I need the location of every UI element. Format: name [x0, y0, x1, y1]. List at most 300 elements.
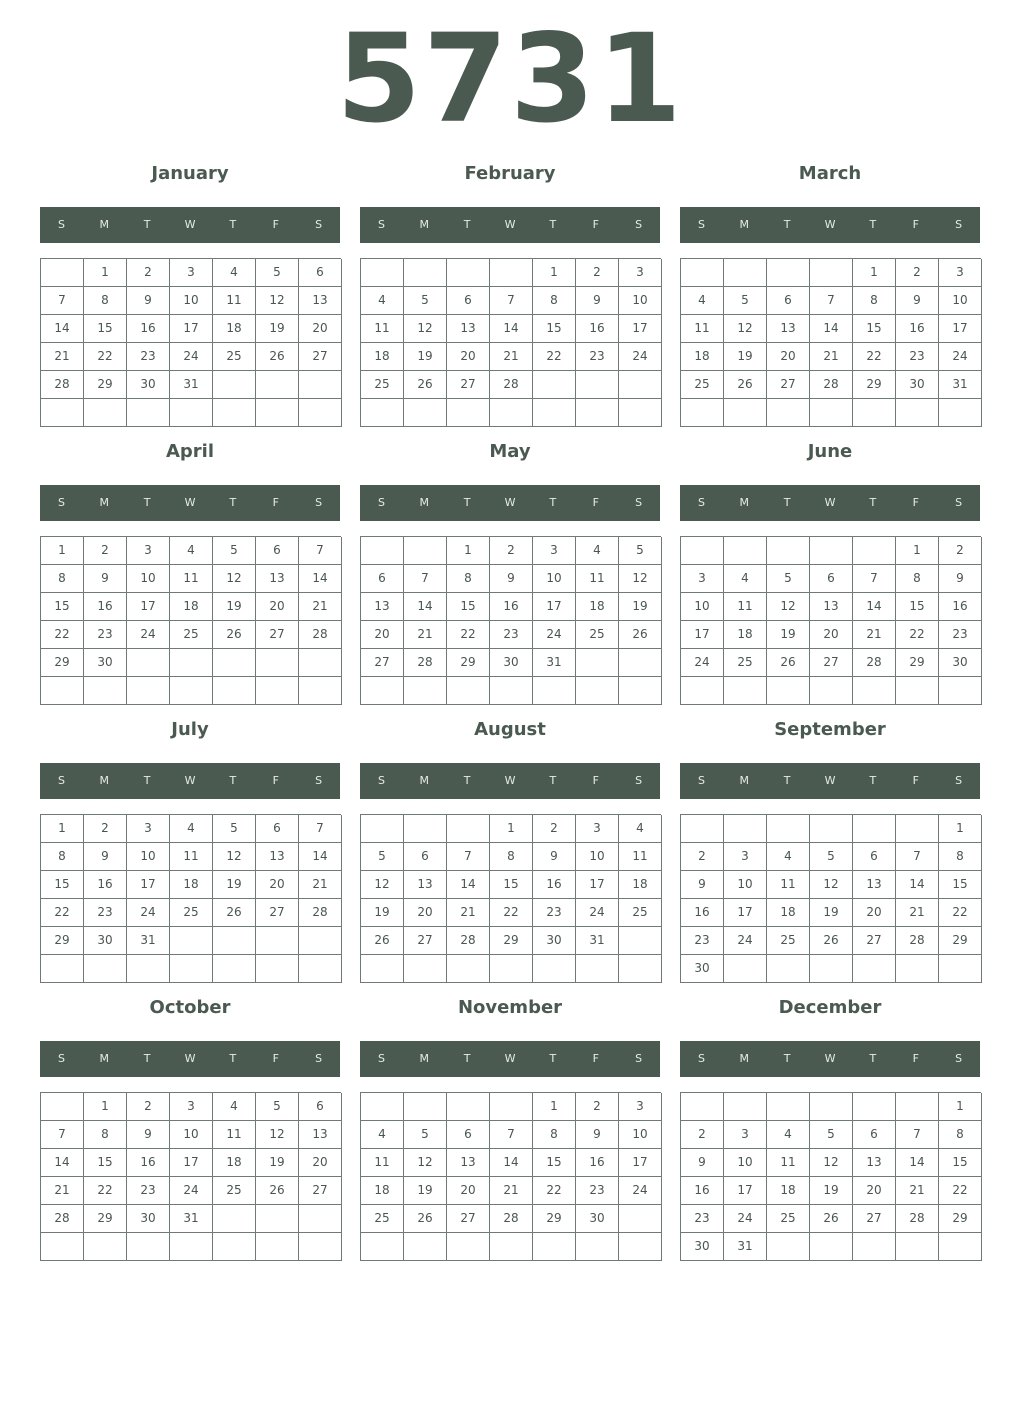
day-cell [619, 1205, 662, 1233]
day-cell: 29 [84, 371, 127, 399]
day-cell [724, 537, 767, 565]
day-cell: 2 [84, 537, 127, 565]
weekday-label: S [57, 496, 65, 509]
day-cell: 22 [533, 343, 576, 371]
day-cell: 10 [939, 287, 982, 315]
day-cell: 25 [681, 371, 724, 399]
day-cell: 1 [84, 259, 127, 287]
day-cell [404, 537, 447, 565]
weekday-header [40, 207, 340, 243]
day-cell: 25 [767, 1205, 810, 1233]
day-cell: 12 [213, 843, 256, 871]
day-cell: 2 [533, 815, 576, 843]
day-cell: 11 [767, 1149, 810, 1177]
day-cell [361, 815, 404, 843]
day-cell: 26 [404, 1205, 447, 1233]
day-cell: 4 [767, 1121, 810, 1149]
day-cell: 6 [447, 287, 490, 315]
day-cell: 5 [404, 287, 447, 315]
day-cell: 16 [84, 593, 127, 621]
day-cell: 27 [404, 927, 447, 955]
day-cell [256, 1205, 299, 1233]
day-cell: 26 [213, 899, 256, 927]
weekday-label: M [99, 218, 110, 231]
day-cell: 16 [490, 593, 533, 621]
day-cell [810, 1233, 853, 1261]
day-cell: 17 [576, 871, 619, 899]
day-cell [681, 815, 724, 843]
day-cell [256, 1233, 299, 1261]
day-cell [256, 927, 299, 955]
day-cell [767, 677, 810, 705]
day-grid [40, 536, 341, 705]
day-cell: 3 [170, 259, 213, 287]
day-cell [84, 399, 127, 427]
day-cell [853, 1093, 896, 1121]
day-cell [170, 649, 213, 677]
day-cell: 14 [447, 871, 490, 899]
day-cell [447, 815, 490, 843]
day-cell: 13 [256, 843, 299, 871]
day-cell: 13 [361, 593, 404, 621]
weekday-label: W [504, 218, 516, 231]
day-cell [404, 399, 447, 427]
day-cell: 21 [896, 899, 939, 927]
day-cell: 20 [853, 899, 896, 927]
weekday-header [360, 1041, 660, 1077]
day-cell: 8 [533, 287, 576, 315]
day-cell: 21 [810, 343, 853, 371]
weekday-label: W [824, 774, 836, 787]
day-cell: 4 [170, 537, 213, 565]
day-cell: 11 [724, 593, 767, 621]
day-cell: 15 [41, 871, 84, 899]
day-cell: 19 [404, 343, 447, 371]
weekday-label: T [869, 774, 877, 787]
day-cell: 25 [213, 1177, 256, 1205]
day-cell [170, 1233, 213, 1261]
month-name: December [778, 997, 882, 1018]
weekday-label: F [592, 218, 599, 231]
day-cell [256, 955, 299, 983]
day-cell: 2 [939, 537, 982, 565]
month-name: July [171, 719, 209, 740]
day-cell [213, 927, 256, 955]
day-cell [853, 399, 896, 427]
weekday-label: M [739, 218, 750, 231]
weekday-label: T [549, 1052, 557, 1065]
day-cell [490, 399, 533, 427]
day-cell: 29 [41, 649, 84, 677]
day-cell: 31 [576, 927, 619, 955]
day-cell: 15 [41, 593, 84, 621]
day-cell: 18 [767, 899, 810, 927]
weekday-label: W [184, 496, 196, 509]
day-cell: 27 [853, 1205, 896, 1233]
day-cell [619, 399, 662, 427]
weekday-label: S [315, 218, 323, 231]
day-cell: 16 [896, 315, 939, 343]
day-cell: 7 [41, 287, 84, 315]
day-cell: 10 [724, 871, 767, 899]
day-cell: 5 [619, 537, 662, 565]
day-cell: 14 [896, 871, 939, 899]
day-cell: 16 [127, 1149, 170, 1177]
weekday-label: W [824, 496, 836, 509]
day-cell: 2 [490, 537, 533, 565]
day-cell [213, 677, 256, 705]
weekday-label: F [592, 1052, 599, 1065]
weekday-label: F [912, 1052, 919, 1065]
day-cell: 14 [490, 315, 533, 343]
day-cell [533, 399, 576, 427]
day-cell [361, 677, 404, 705]
day-cell: 25 [361, 371, 404, 399]
day-cell [84, 955, 127, 983]
day-cell [767, 815, 810, 843]
day-cell: 7 [490, 1121, 533, 1149]
day-cell: 1 [896, 537, 939, 565]
day-cell [447, 1233, 490, 1261]
weekday-label: M [419, 774, 430, 787]
day-cell: 24 [576, 899, 619, 927]
weekday-label: S [955, 774, 963, 787]
day-cell: 24 [681, 649, 724, 677]
day-cell: 1 [490, 815, 533, 843]
day-cell: 27 [810, 649, 853, 677]
day-cell: 30 [681, 955, 724, 983]
day-cell: 24 [533, 621, 576, 649]
day-cell: 27 [447, 371, 490, 399]
day-cell: 31 [724, 1233, 767, 1261]
day-cell: 13 [853, 871, 896, 899]
day-cell [724, 259, 767, 287]
day-cell: 14 [299, 565, 342, 593]
day-cell: 5 [767, 565, 810, 593]
day-cell: 28 [490, 371, 533, 399]
year-title: 5731 [336, 8, 684, 150]
day-cell: 4 [681, 287, 724, 315]
day-cell: 5 [256, 259, 299, 287]
weekday-label: F [912, 218, 919, 231]
day-cell: 9 [576, 1121, 619, 1149]
day-cell: 28 [853, 649, 896, 677]
day-cell: 4 [361, 287, 404, 315]
day-cell: 20 [853, 1177, 896, 1205]
day-cell [939, 677, 982, 705]
weekday-label: M [419, 1052, 430, 1065]
day-cell [576, 649, 619, 677]
weekday-label: F [592, 774, 599, 787]
day-cell: 19 [810, 1177, 853, 1205]
day-cell [853, 677, 896, 705]
day-cell: 10 [533, 565, 576, 593]
day-cell: 2 [84, 815, 127, 843]
day-cell: 25 [170, 621, 213, 649]
day-cell: 5 [404, 1121, 447, 1149]
day-cell: 6 [853, 1121, 896, 1149]
day-cell [213, 1233, 256, 1261]
day-cell [170, 677, 213, 705]
day-cell: 22 [84, 1177, 127, 1205]
weekday-label: T [869, 496, 877, 509]
day-cell: 3 [576, 815, 619, 843]
day-cell: 18 [361, 1177, 404, 1205]
weekday-label: T [229, 496, 237, 509]
day-cell: 7 [299, 815, 342, 843]
day-cell: 7 [447, 843, 490, 871]
weekday-label: T [463, 774, 471, 787]
day-cell: 18 [213, 1149, 256, 1177]
day-cell: 17 [127, 593, 170, 621]
weekday-label: W [504, 774, 516, 787]
day-cell: 11 [213, 1121, 256, 1149]
day-cell: 15 [533, 1149, 576, 1177]
weekday-label: T [549, 496, 557, 509]
day-cell: 21 [41, 343, 84, 371]
day-cell: 3 [533, 537, 576, 565]
day-cell: 18 [619, 871, 662, 899]
weekday-label: F [272, 496, 279, 509]
day-cell: 17 [127, 871, 170, 899]
day-cell: 21 [404, 621, 447, 649]
weekday-label: M [419, 496, 430, 509]
day-cell: 23 [533, 899, 576, 927]
day-cell: 16 [576, 1149, 619, 1177]
day-cell [724, 1093, 767, 1121]
day-cell [576, 371, 619, 399]
day-cell [533, 677, 576, 705]
weekday-label: W [184, 1052, 196, 1065]
day-cell: 20 [299, 1149, 342, 1177]
day-cell [361, 1093, 404, 1121]
day-cell: 23 [84, 621, 127, 649]
day-cell: 8 [84, 287, 127, 315]
day-cell: 10 [724, 1149, 767, 1177]
day-cell: 12 [404, 315, 447, 343]
day-cell: 30 [533, 927, 576, 955]
day-cell: 5 [213, 537, 256, 565]
day-cell: 12 [361, 871, 404, 899]
day-cell: 6 [404, 843, 447, 871]
day-cell: 31 [170, 1205, 213, 1233]
day-cell [256, 371, 299, 399]
day-cell [853, 537, 896, 565]
day-cell: 18 [213, 315, 256, 343]
day-cell: 3 [724, 843, 767, 871]
day-cell: 26 [256, 343, 299, 371]
day-cell: 6 [447, 1121, 490, 1149]
day-cell: 24 [724, 927, 767, 955]
day-cell [533, 1233, 576, 1261]
weekday-label: F [912, 774, 919, 787]
day-cell: 31 [170, 371, 213, 399]
day-cell: 11 [170, 565, 213, 593]
day-cell [447, 955, 490, 983]
day-cell: 9 [576, 287, 619, 315]
day-cell [767, 259, 810, 287]
day-cell: 23 [490, 621, 533, 649]
day-cell: 24 [619, 1177, 662, 1205]
day-cell: 16 [533, 871, 576, 899]
day-cell: 19 [361, 899, 404, 927]
day-cell: 25 [170, 899, 213, 927]
day-cell [810, 677, 853, 705]
day-cell [896, 955, 939, 983]
weekday-header [680, 763, 980, 799]
weekday-label: S [377, 496, 385, 509]
weekday-label: M [739, 774, 750, 787]
day-cell [896, 399, 939, 427]
weekday-label: M [739, 1052, 750, 1065]
day-cell: 16 [939, 593, 982, 621]
day-cell [619, 1233, 662, 1261]
day-cell: 3 [127, 537, 170, 565]
day-cell: 27 [299, 343, 342, 371]
day-cell [213, 1205, 256, 1233]
weekday-label: T [229, 218, 237, 231]
day-cell: 5 [213, 815, 256, 843]
day-grid [40, 814, 341, 983]
day-cell: 6 [853, 843, 896, 871]
month-name: March [798, 163, 862, 184]
day-cell: 21 [853, 621, 896, 649]
day-cell: 26 [361, 927, 404, 955]
day-cell: 8 [41, 843, 84, 871]
day-cell: 20 [256, 593, 299, 621]
day-cell [404, 1233, 447, 1261]
day-cell: 12 [810, 871, 853, 899]
day-cell: 18 [170, 593, 213, 621]
day-cell: 30 [84, 927, 127, 955]
day-cell: 9 [127, 287, 170, 315]
day-grid [360, 258, 661, 427]
weekday-label: M [99, 1052, 110, 1065]
weekday-header [680, 207, 980, 243]
day-cell: 21 [299, 593, 342, 621]
day-cell [619, 371, 662, 399]
day-cell: 29 [41, 927, 84, 955]
day-cell: 3 [170, 1093, 213, 1121]
day-cell: 30 [576, 1205, 619, 1233]
day-cell: 20 [256, 871, 299, 899]
day-grid [680, 258, 981, 427]
day-cell: 28 [447, 927, 490, 955]
day-cell [127, 399, 170, 427]
weekday-header [680, 1041, 980, 1077]
day-cell: 27 [256, 899, 299, 927]
day-cell [533, 955, 576, 983]
weekday-label: S [697, 774, 705, 787]
day-cell: 1 [41, 815, 84, 843]
day-cell: 29 [939, 1205, 982, 1233]
day-cell: 6 [361, 565, 404, 593]
day-cell: 10 [170, 287, 213, 315]
day-cell [213, 955, 256, 983]
day-cell: 12 [767, 593, 810, 621]
day-cell: 2 [127, 259, 170, 287]
day-cell: 25 [724, 649, 767, 677]
day-cell: 1 [84, 1093, 127, 1121]
day-cell: 13 [447, 315, 490, 343]
day-cell: 4 [576, 537, 619, 565]
day-cell: 22 [533, 1177, 576, 1205]
day-cell [404, 955, 447, 983]
day-cell [576, 1233, 619, 1261]
day-cell: 29 [939, 927, 982, 955]
day-cell: 9 [84, 565, 127, 593]
day-cell: 6 [767, 287, 810, 315]
day-cell [724, 399, 767, 427]
day-cell: 15 [939, 871, 982, 899]
day-cell [681, 1093, 724, 1121]
day-cell [41, 259, 84, 287]
day-cell: 6 [299, 1093, 342, 1121]
day-cell: 17 [724, 1177, 767, 1205]
day-cell [41, 1093, 84, 1121]
day-cell [490, 955, 533, 983]
day-cell: 7 [299, 537, 342, 565]
day-cell: 4 [619, 815, 662, 843]
day-cell: 9 [939, 565, 982, 593]
day-cell: 23 [681, 927, 724, 955]
day-cell [361, 399, 404, 427]
day-cell [896, 815, 939, 843]
day-cell: 17 [939, 315, 982, 343]
day-cell: 13 [810, 593, 853, 621]
day-cell: 24 [170, 343, 213, 371]
weekday-header [40, 1041, 340, 1077]
day-cell [361, 259, 404, 287]
day-cell [853, 955, 896, 983]
day-cell [84, 677, 127, 705]
day-cell: 8 [490, 843, 533, 871]
weekday-label: S [955, 218, 963, 231]
day-cell [299, 1205, 342, 1233]
month-name: February [464, 163, 556, 184]
day-cell [681, 399, 724, 427]
day-cell: 3 [939, 259, 982, 287]
day-grid [360, 814, 661, 983]
weekday-label: T [463, 218, 471, 231]
day-cell: 20 [404, 899, 447, 927]
day-cell: 5 [810, 843, 853, 871]
day-cell: 7 [41, 1121, 84, 1149]
day-cell: 18 [576, 593, 619, 621]
day-cell: 24 [939, 343, 982, 371]
day-cell: 20 [767, 343, 810, 371]
day-cell [361, 1233, 404, 1261]
day-cell: 10 [127, 565, 170, 593]
day-cell: 19 [619, 593, 662, 621]
day-cell: 30 [896, 371, 939, 399]
day-cell: 4 [724, 565, 767, 593]
month-name: June [807, 441, 853, 462]
day-cell [404, 677, 447, 705]
weekday-label: S [57, 774, 65, 787]
day-cell: 4 [170, 815, 213, 843]
day-cell: 17 [619, 315, 662, 343]
day-cell [213, 649, 256, 677]
day-cell: 5 [361, 843, 404, 871]
day-cell: 12 [256, 287, 299, 315]
day-cell: 28 [299, 899, 342, 927]
day-cell: 28 [41, 1205, 84, 1233]
day-cell: 22 [939, 899, 982, 927]
day-cell: 6 [299, 259, 342, 287]
day-cell: 2 [127, 1093, 170, 1121]
weekday-label: W [504, 1052, 516, 1065]
